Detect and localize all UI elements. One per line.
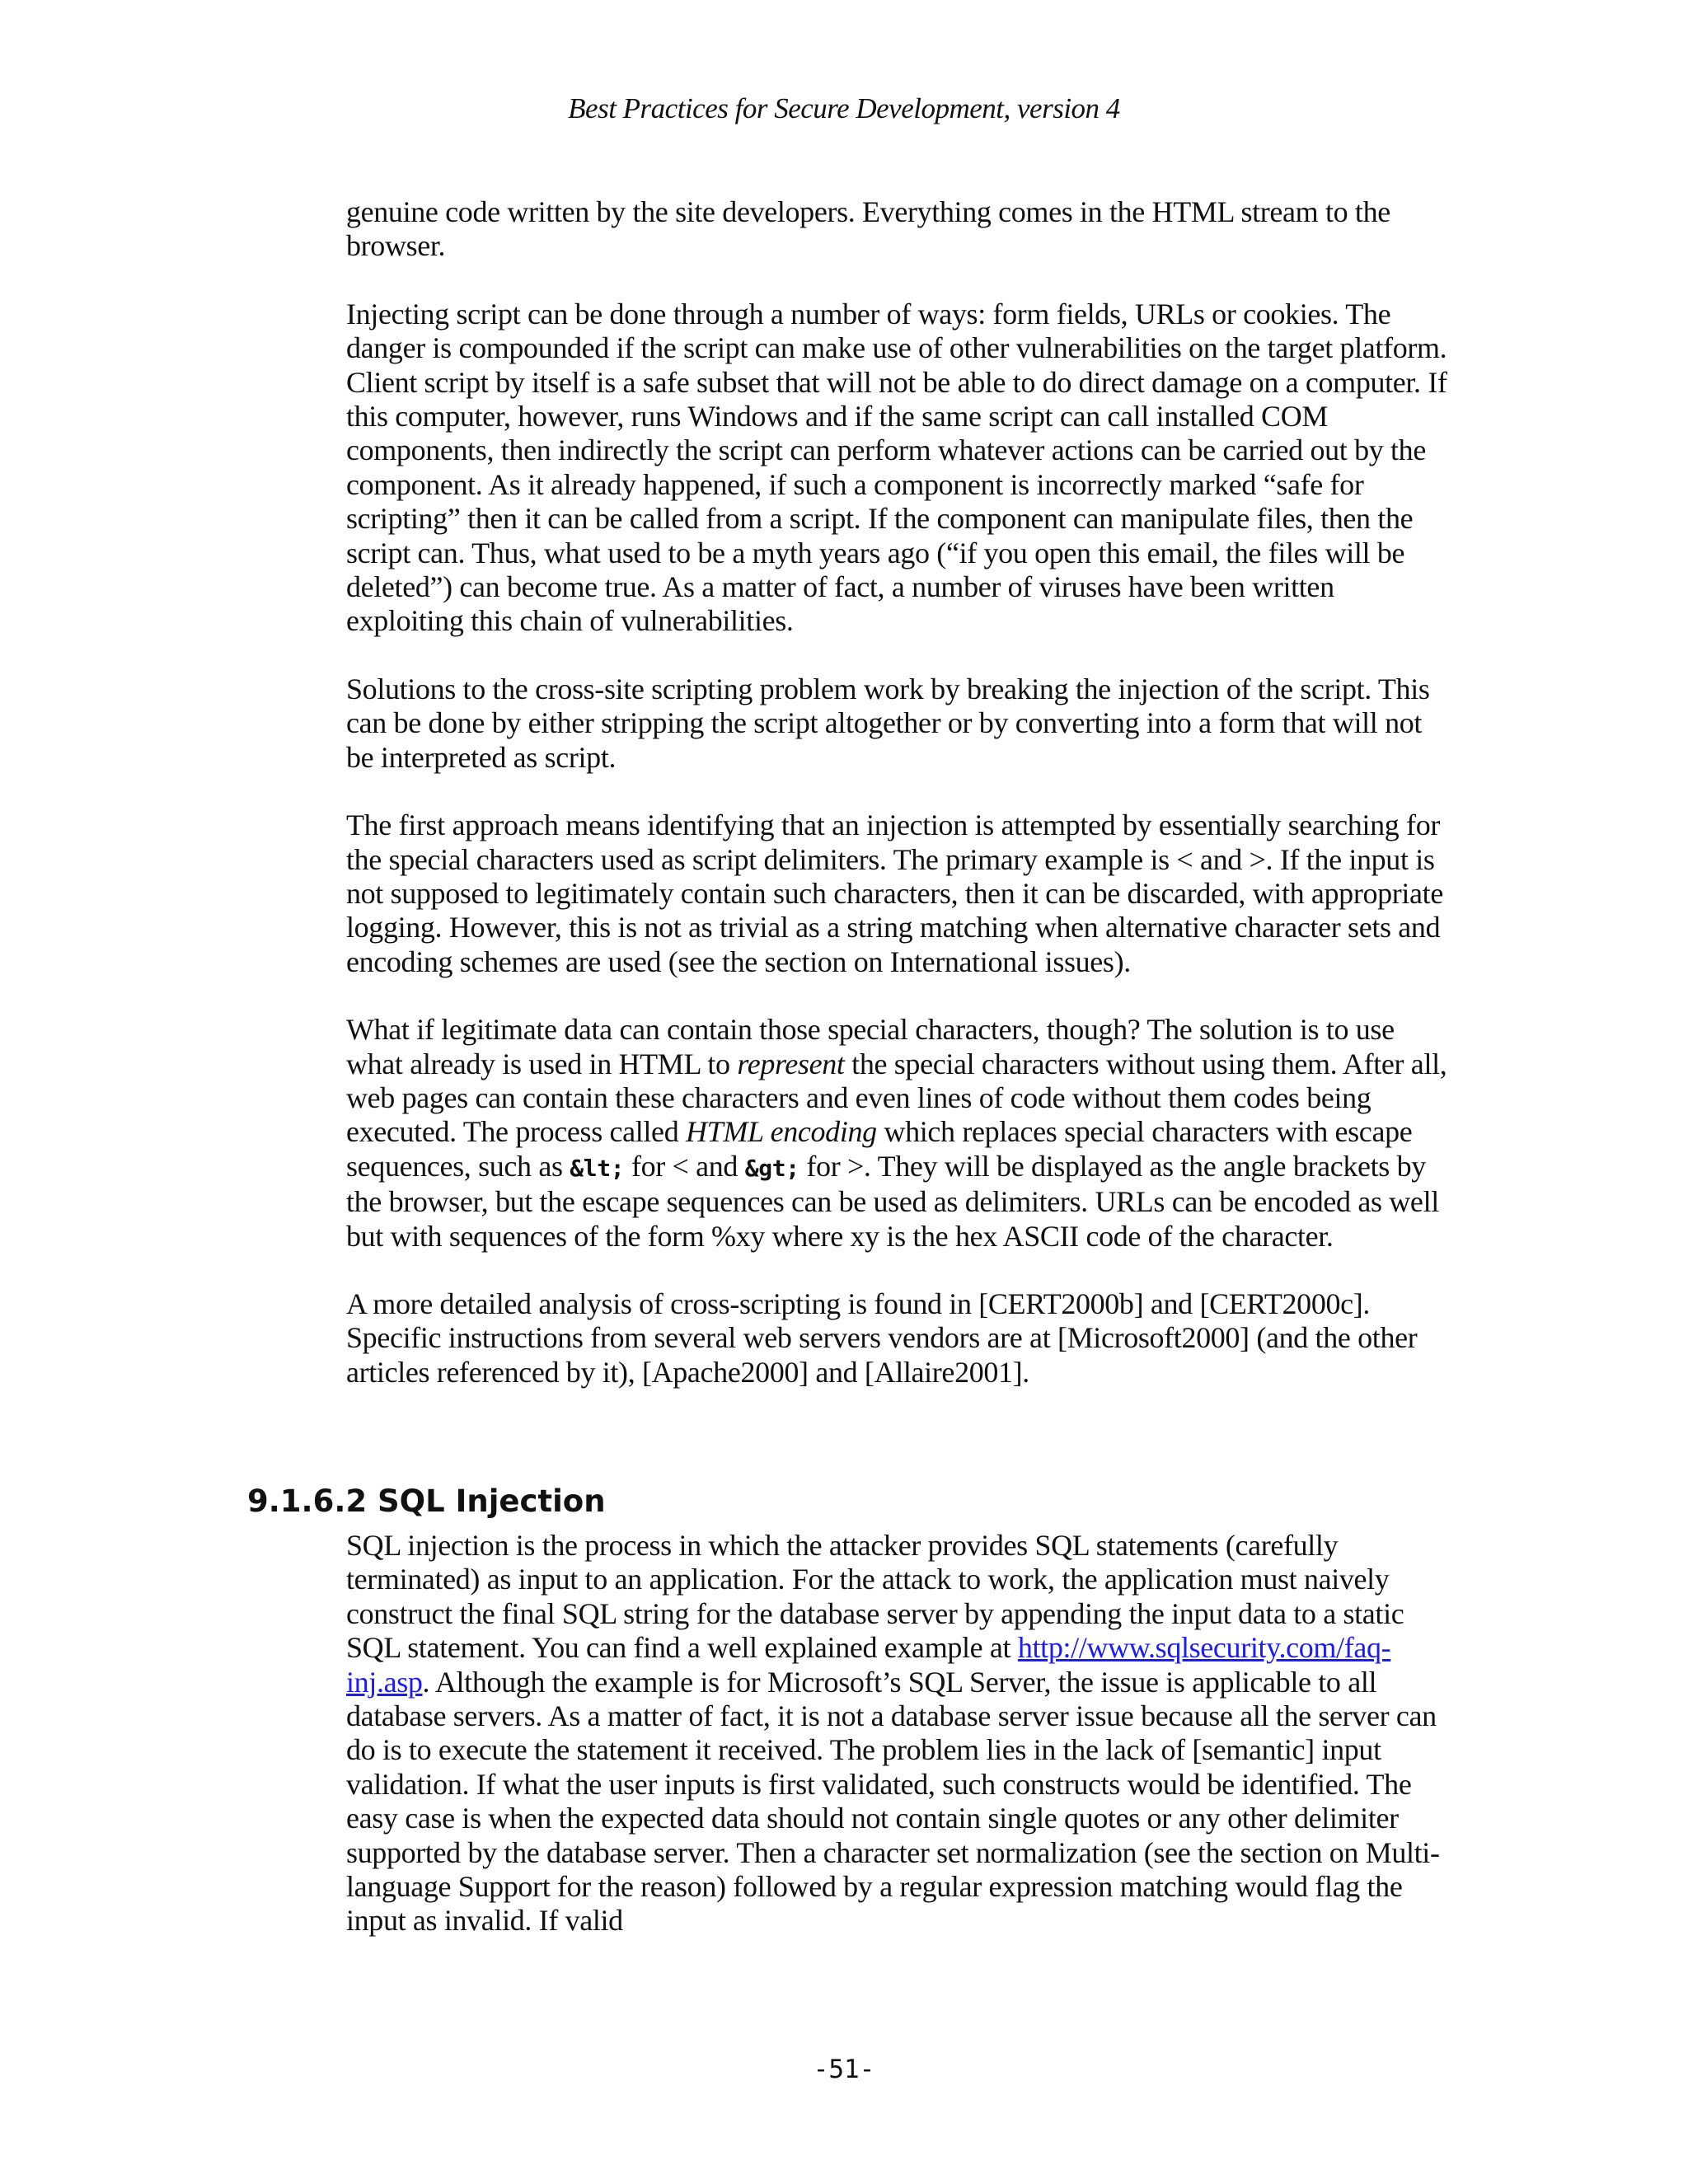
text-run: the special characters without using them. After all, web pages can contain these characters and even lines of code without them codes being executed. The process called — [346, 1047, 1447, 1149]
code-gt-entity: &gt; — [744, 1154, 799, 1182]
emphasis-html-encoding: HTML encoding — [686, 1115, 877, 1149]
paragraph-sql-injection — [346, 1529, 1451, 1938]
text-run: SQL injection is the process in which the attacker provides SQL statements (carefully terminated) as input to an application. For the attack to work, the application must naively construct the final SQL string for the database server by appending the input data to a static SQL statement. You can find a well explained example at — [346, 1529, 1404, 1665]
emphasis-represent: represent — [737, 1047, 845, 1080]
paragraph-references: A more detailed analysis of cross-scripting is found in [CERT2000b] and [CERT2000c]. Specific instructions from several web servers vendors are at [Microsoft2000] (and the other articles referenced by it), [Apache2000] and [Allaire2001]. — [346, 1286, 1418, 1389]
code-lt-entity: &lt; — [570, 1154, 625, 1182]
text-run: for < and — [624, 1149, 745, 1183]
paragraph-script-injection: Injecting script can be done through a number of ways: form fields, URLs or cookies. The danger is compounded if the script can make use of other vulnerabilities on the target platform. Client script by itself is a safe subset that will not be able to do direct damage on a computer. If this computer, however, runs Windows and if the same script can call installed COM components, then indirectly the script can perform whatever actions can be carried out by the component. As it already happened, if such a component is incorrectly marked “safe for scripting” then it can be called from a script. If the component can manipulate files, then the script can. Thus, what used to be a myth years ago (“if you open this email, the files will be deleted”) can become true. As a matter of fact, a number of viruses have been written exploiting this chain of vulnerabilities. — [346, 297, 1447, 638]
page-number: -51- — [813, 2055, 875, 2084]
text-run: . Although the example is for Microsoft’s SQL Server, the issue is applicable to all database servers. As a matter of fact, it is not a database server issue because all the server can do is to execute the statement it received. The problem lies in the lack of [semantic] input validation. If what the user inputs is first validated, such constructs would be identified. The easy case is when the expected data should not contain single quotes or any other delimiter supported by the database server. Then a character set normalization (see the section on Multi-language Support for the reason) followed by a regular expression matching would flag the input as invalid. If valid — [346, 1665, 1440, 1938]
body-text-block — [346, 195, 1451, 1423]
sql-injection-body — [346, 1529, 1451, 1972]
paragraph-continuation: genuine code written by the site developers. Everything comes in the HTML stream to the browser. — [346, 195, 1390, 263]
text-run: which replaces special characters with escape sequences, such as — [346, 1115, 1413, 1183]
running-header: Best Practices for Secure Development, version 4 — [568, 92, 1120, 124]
sqlsecurity-link[interactable]: http://www.sqlsecurity.com/faq-inj.asp — [346, 1631, 1391, 1699]
paragraph-first-approach: The first approach means identifying that an injection is attempted by essentially searching for the special characters used as script delimiters. The primary example is < and >. If the input is not supposed to legitimately contain such characters, then it can be discarded, with appropriate logging. However, this is not as trivial as a string matching when alternative character sets and encoding schemes are used (see the section on International issues). — [346, 808, 1443, 978]
text-run: What if legitimate data can contain those special characters, though? The solution is to use what already is used in HTML to — [346, 1013, 1395, 1080]
text-run: for >. They will be displayed as the angle brackets by the browser, but the escape sequences can be used as delimiters. URLs can be encoded as well but with sequences of the form %xy where xy is the hex ASCII code of the character. — [346, 1149, 1439, 1253]
paragraph-solutions: Solutions to the cross-site scripting problem work by breaking the injection of the script. This can be done by either stripping the script altogether or by converting into a form that will not be interpreted as script. — [346, 672, 1430, 774]
paragraph-html-encoding — [346, 1013, 1451, 1254]
section-heading-sql-injection: 9.1.6.2 SQL Injection — [247, 1483, 606, 1519]
